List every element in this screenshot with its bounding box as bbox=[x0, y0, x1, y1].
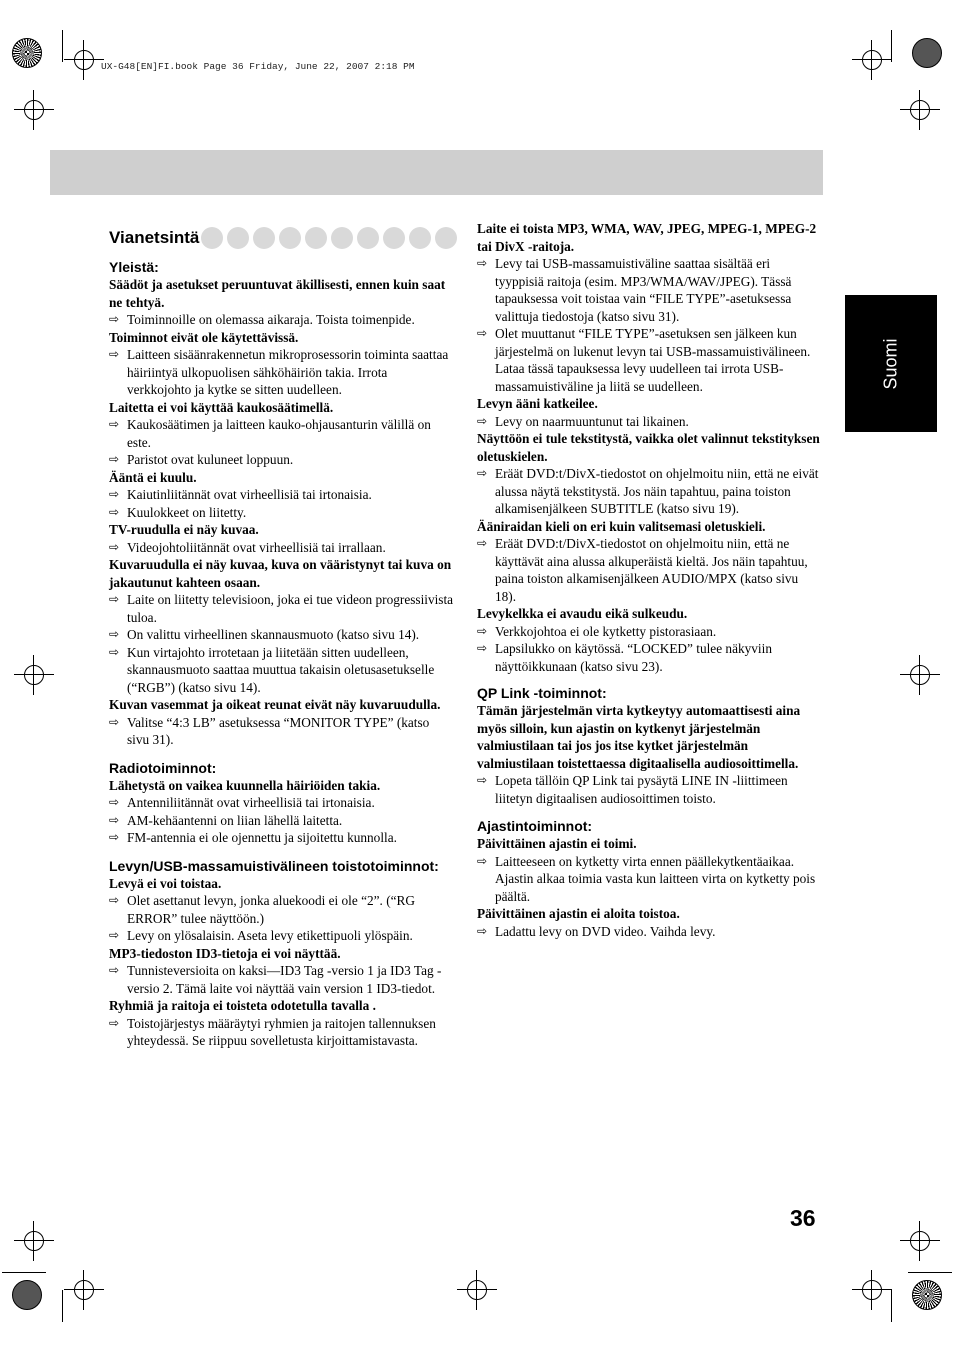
solution-text: ⇨ Valitse “4:3 LB” asetuksessa “MONITOR TYPE” (katso sivu 31). bbox=[109, 714, 454, 749]
solution-text: ⇨ Paristot ovat kuluneet loppuun. bbox=[109, 451, 454, 469]
crop-line bbox=[908, 1272, 952, 1273]
solution-text: ⇨ Laite on liitetty televisioon, joka ei tue videon progressiivista tuloa. bbox=[109, 591, 454, 626]
solution-text: ⇨ Laitteen sisäänrakennetun mikroprosessorin toiminta saattaa häiriintyä ulkopuolisen sähköhäiriön takia. Irrota verkkojohto ja kytke se sitten uudelleen. bbox=[109, 346, 454, 399]
solution-text: ⇨ Lopeta tällöin QP Link tai pysäytä LINE IN -liittimeen liitetyn digitaalisen audiosoittimen toisto. bbox=[477, 772, 820, 807]
crosshair-icon bbox=[70, 1276, 98, 1304]
section-title-text: Vianetsintä bbox=[109, 228, 200, 247]
problem-text: Laitetta ei voi käyttää kaukosäätimellä. bbox=[109, 399, 334, 415]
solution-text: ⇨ AM-kehäantenni on liian lähellä laitetta. bbox=[109, 812, 454, 830]
crop-line bbox=[891, 30, 892, 62]
registration-dot-icon bbox=[12, 1280, 42, 1310]
qp-answers bbox=[477, 772, 820, 807]
solution-text: ⇨ Antenniliitännät ovat virheellisiä tai irtonaisia. bbox=[109, 794, 454, 812]
solution-text: ⇨ Laitteeseen on kytketty virta ennen päällekytkentäaikaa. Ajastin alkaa toimia vasta kun laitteen virta on kytketty pois päältä. bbox=[477, 853, 820, 906]
problem-text: Toiminnot eivät ole käytettävissä. bbox=[109, 329, 299, 345]
problem-text: Laite ei toista MP3, WMA, WAV, JPEG, MPEG-1, MPEG-2 tai DivX -raitoja. bbox=[477, 221, 817, 254]
crop-line bbox=[62, 1290, 63, 1322]
general-list bbox=[109, 276, 454, 749]
solution-text: ⇨ Kuulokkeet on liitetty. bbox=[109, 504, 454, 522]
problem-text: Lähetystä on vaikea kuunnella häiriöiden takia. bbox=[109, 777, 381, 793]
solution-text: ⇨ On valittu virheellinen skannausmuoto (katso sivu 14). bbox=[109, 626, 454, 644]
problem-text: Levyn ääni katkeilee. bbox=[477, 396, 598, 411]
problem-text: Ääntä ei kuulu. bbox=[109, 469, 197, 485]
header-band bbox=[50, 150, 823, 195]
problem-text: Levykelkka ei avaudu eikä sulkeudu. bbox=[477, 606, 688, 621]
crosshair-icon bbox=[906, 661, 934, 689]
print-header: UX-G48[EN]FI.book Page 36 Friday, June 22, 2007 2:18 PM bbox=[101, 61, 415, 72]
solution-text: ⇨ Videojohtoliitännät ovat virheellisiä tai irrallaan. bbox=[109, 539, 454, 557]
heading-disc: Levyn/USB-massamuistivälineen toistotoiminnot: bbox=[109, 857, 439, 874]
solution-text: ⇨ Levy tai USB-massamuistiväline saattaa sisältää eri tyyppisiä raitoja (esim. MP3/WMA/WAV/JPEG). Tässä tapauksessa voit toistaa vain “FILE TYPE”-asetuksessa valittuja tiedostoja (katso sivu 31). bbox=[477, 255, 820, 325]
solution-text: ⇨ Kaukosäätimen ja laitteen kauko-ohjausanturin välillä on este. bbox=[109, 416, 454, 451]
solution-text: ⇨ Levy on ylösalaisin. Aseta levy etikettipuoli ylöspäin. bbox=[109, 927, 454, 945]
problem-text: Kuvan vasemmat ja oikeat reunat eivät näy kuvaruudulla. bbox=[109, 697, 441, 712]
heading-radio: Radiotoiminnot: bbox=[109, 759, 217, 776]
solution-text: ⇨ Kaiutinliitännät ovat virheellisiä tai irtonaisia. bbox=[109, 486, 454, 504]
solution-text: ⇨ Eräät DVD:t/DivX-tiedostot on ohjelmoitu niin, että ne käyttävät aina alussa alkuperäistä kieltä. Jos näin tapahtuu, paina toiston alkamisenjälkeen AUDIO/MPX (katso sivu 18). bbox=[477, 535, 820, 605]
problem-text: Säädöt ja asetukset peruuntuvat äkillisesti, ennen kuin saat ne tehtyä. bbox=[109, 277, 446, 310]
heading-general: Yleistä: bbox=[109, 259, 159, 275]
page-number: 36 bbox=[790, 1205, 816, 1231]
registration-dot-icon bbox=[912, 38, 942, 68]
crosshair-icon bbox=[20, 96, 48, 124]
timer-list bbox=[477, 835, 820, 940]
crosshair-icon bbox=[463, 1276, 491, 1304]
disc-list-continued bbox=[477, 220, 820, 675]
solution-text: ⇨ Tunnisteversioita on kaksi—ID3 Tag -versio 1 ja ID3 Tag -versio 2. Tämä laite voi näyttää vain version 1 ID3-tiedot. bbox=[109, 962, 454, 997]
registration-sun-icon bbox=[12, 38, 42, 68]
problem-text: Ryhmiä ja raitoja ei toisteta odotetulla tavalla . bbox=[109, 998, 376, 1013]
column-left bbox=[109, 227, 454, 1050]
title-dots bbox=[201, 227, 457, 249]
heading-timer: Ajastintoiminnot: bbox=[477, 818, 593, 834]
solution-text: ⇨ Verkkojohtoa ei ole kytketty pistorasiaan. bbox=[477, 623, 820, 641]
solution-text: ⇨ Levy on naarmuuntunut tai likainen. bbox=[477, 413, 820, 431]
radio-list bbox=[109, 777, 454, 847]
crosshair-icon bbox=[20, 661, 48, 689]
solution-text: ⇨ Olet muuttanut “FILE TYPE”-asetuksen sen jälkeen kun järjestelmä on lukenut levyn tai USB-massamuistivälineen. Lataa tässä tapauksessa levy uudelleen tai irrota USB-massamuistiväline ja liitä se uudelleen. bbox=[477, 325, 820, 395]
crosshair-icon bbox=[70, 46, 98, 74]
section-title bbox=[109, 227, 454, 249]
registration-sun-icon bbox=[912, 1280, 942, 1310]
solution-text: ⇨ Toistojärjestys määräytyi ryhmien ja raitojen tallennuksen yhteydessä. Se riippuu sovelletusta kirjoittamistavasta. bbox=[109, 1015, 454, 1050]
problem-text: Levyä ei voi toistaa. bbox=[109, 875, 222, 891]
solution-text: ⇨ Ladattu levy on DVD video. Vaihda levy. bbox=[477, 923, 820, 941]
qp-paragraph: Tämän järjestelmän virta kytkeytyy automaattisesti aina myös silloin, kun ajastin on kytkenyt järjestelmän valmiustilaan tai jos jos itse kytket järjestelmän valmiustilaan toistettaessa digitaalisella audiosoittimella. bbox=[477, 703, 801, 771]
column-right bbox=[477, 220, 820, 940]
heading-qp-link: QP Link -toiminnot: bbox=[477, 685, 607, 701]
crosshair-icon bbox=[20, 1227, 48, 1255]
crop-line bbox=[62, 30, 63, 62]
problem-text: MP3-tiedoston ID3-tietoja ei voi näyttää. bbox=[109, 945, 341, 961]
solution-text: ⇨ FM-antennia ei ole ojennettu ja sijoitettu kunnolla. bbox=[109, 829, 454, 847]
crosshair-icon bbox=[906, 1227, 934, 1255]
crop-line bbox=[891, 1290, 892, 1322]
solution-text: ⇨ Lapsilukko on käytössä. “LOCKED” tulee näkyviin näyttöikkunaan (katso sivu 23). bbox=[477, 640, 820, 675]
disc-list bbox=[109, 875, 454, 1050]
solution-text: ⇨ Olet asettanut levyn, jonka aluekoodi ei ole “2”. (“RG ERROR” tulee näyttöön.) bbox=[109, 892, 454, 927]
language-tab bbox=[845, 295, 937, 432]
problem-text: Päivittäinen ajastin ei aloita toistoa. bbox=[477, 906, 680, 921]
crosshair-icon bbox=[906, 96, 934, 124]
solution-text: ⇨ Kun virtajohto irrotetaan ja liitetään sitten uudelleen, skannausmuoto saattaa muuttua takaisin oletusasetukselle (“RGB”) (katso sivu 14). bbox=[109, 644, 454, 697]
problem-text: TV-ruudulla ei näy kuvaa. bbox=[109, 522, 259, 537]
crosshair-icon bbox=[858, 46, 886, 74]
solution-text: ⇨ Toiminnoille on olemassa aikaraja. Toista toimenpide. bbox=[109, 311, 454, 329]
problem-text: Ääniraidan kieli on eri kuin valitsemasi oletuskieli. bbox=[477, 518, 766, 534]
problem-text: Kuvaruudulla ei näy kuvaa, kuva on vääristynyt tai kuva on jakautunut kahteen osaan. bbox=[109, 557, 452, 590]
crosshair-icon bbox=[858, 1276, 886, 1304]
language-tab-label: Suomi bbox=[880, 337, 901, 390]
problem-text: Päivittäinen ajastin ei toimi. bbox=[477, 836, 637, 851]
crop-line bbox=[2, 1272, 46, 1273]
solution-text: ⇨ Eräät DVD:t/DivX-tiedostot on ohjelmoitu niin, että ne eivät alussa näytä tekstitystä. Jos näin tapahtuu, paina toiston alkamisenjälkeen SUBTITLE (katso sivu 19). bbox=[477, 465, 820, 518]
problem-text: Näyttöön ei tule tekstitystä, vaikka olet valinnut tekstityksen oletuskielen. bbox=[477, 431, 820, 464]
